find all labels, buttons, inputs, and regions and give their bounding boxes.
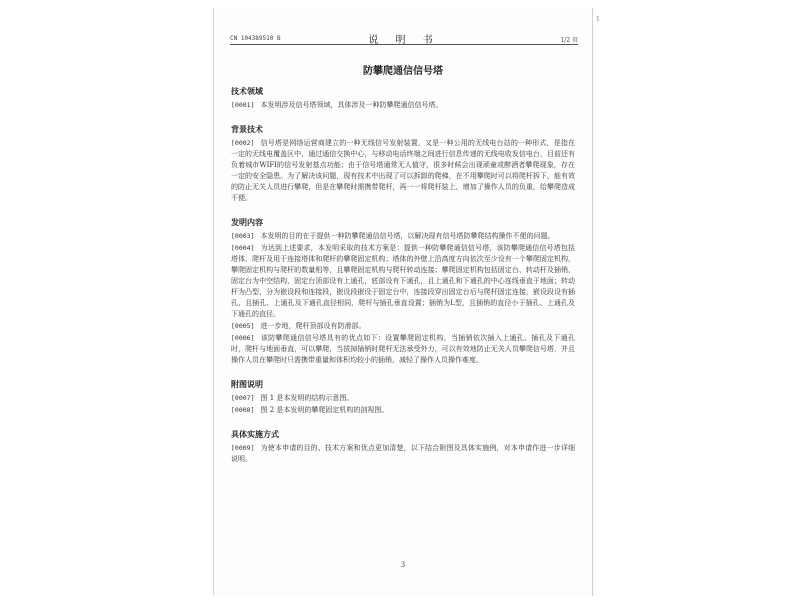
- page-header: [230, 30, 578, 45]
- paragraph-text: 该防攀爬通信信号塔具有的优点如下：设置攀爬固定机构，当插销依次插入上通孔、插孔及下通孔时，爬杆与地面垂直，可以攀爬，当拔掉插销时爬杆无法承受外力，可以有效地防止无关人员攀爬信号塔，并且操作人员在攀爬时只需携带重量和体积均较小的插销，减轻了操作人员操作难度。: [231, 334, 575, 364]
- scan-edge-mark: 1: [596, 16, 600, 23]
- paragraph-number: [0006]: [231, 334, 255, 342]
- paragraph-number: [0003]: [231, 232, 255, 240]
- paragraph-number: [0007]: [231, 394, 255, 402]
- paragraph: [231, 333, 575, 366]
- paragraph-number: [0005]: [231, 322, 255, 330]
- paragraph-number: [0001]: [231, 101, 255, 109]
- paragraph-text: 信号塔是网络运营商建立的一种无线信号发射装置，又是一种公用的无线电台站的一种形式，是指在一定的无线电覆盖区中，通过通信交换中心，与移动电话终端之间进行信息传递的无线电收发信电台，目前还有负着城市WIFI的信号发射基点功能；由于信号塔通常无人值守，很多时候会出现顽童或醉酒者攀爬现象，存在一定的安全隐患。为了解决该问题，现有技术中出现了可以拆卸的爬梯，在不用攀爬时可以将爬杆拆下，能有效的防止无关人员进行攀爬，但是在攀爬时需携带爬杆，再一一将爬杆装上，增加了操作人员的负重，给攀爬造成不便。: [231, 139, 575, 202]
- paragraph-text: 图 2 是本发明的攀爬固定机构的剖视图。: [260, 406, 389, 414]
- paragraph-number: [0004]: [231, 244, 255, 252]
- paragraph-number: [0008]: [231, 406, 255, 414]
- paragraph: [231, 138, 575, 204]
- document-body: [231, 83, 575, 466]
- paragraph: [231, 243, 575, 320]
- doc-type-title: 说 明 书: [368, 35, 440, 46]
- paragraph-text: 本发明涉及信号塔领域，具体涉及一种防攀爬通信信号塔。: [260, 101, 443, 109]
- section-heading-embodiments: 具体实施方式: [231, 429, 279, 439]
- paragraph-text: 为使本申请的目的、技术方案和优点更加清楚，以下结合附图及具体实施例，对本申请作进一步详细说明。: [231, 444, 575, 463]
- section-heading-technical-field: 技术领域: [231, 86, 263, 96]
- paragraph-text: 为达到上述要求，本发明采取的技术方案是：提供一种防攀爬通信信号塔，该防攀爬通信信号塔包括塔体、爬杆及用于连接塔体和爬杆的攀爬固定机构；塔体的外壁上沿高度方向依次至少设有一个攀爬固定机构，攀爬固定机构与爬杆的数量相等，且攀爬固定机构与爬杆转动连接；攀爬固定机构包括固定台、转动杆及插销，固定台为中空结构，固定台顶部设有上通孔，底部设有下通孔，且上通孔和下通孔的中心连线垂直于地面；转动杆为凸型，分为嵌设段和连接段，嵌设段嵌设于固定台中，连接段穿出固定台后与爬杆固定连接，嵌设段设有插孔，且插孔、上通孔及下通孔直径相同，爬杆与插孔垂直设置；插销为L型，且插销的直径小于插孔、上通孔及下通孔的直径。: [231, 244, 575, 318]
- publication-number: CN 104389510 B: [230, 35, 281, 42]
- document-page: [213, 8, 593, 596]
- paragraph: [231, 231, 575, 242]
- paragraph: [231, 321, 575, 332]
- page-of-indicator: 1/2 页: [560, 37, 578, 44]
- paragraph-text: 进一步地，爬杆顶部设有防滑部。: [260, 322, 366, 330]
- paragraph-number: [0002]: [231, 139, 255, 147]
- section-heading-background: 背景技术: [231, 124, 263, 134]
- paragraph-number: [0009]: [231, 444, 255, 452]
- section-heading-drawings: 附图说明: [231, 379, 263, 389]
- paragraph-text: 本发明的目的在于提供一种防攀爬通信信号塔，以解决现有信号塔防攀爬结构操作不便的问题。: [260, 232, 555, 240]
- paragraph-text: 图 1 是本发明的结构示意图。: [260, 394, 354, 402]
- invention-title: 防攀爬通信信号塔: [363, 66, 443, 77]
- paragraph: [231, 443, 575, 465]
- paragraph: [231, 405, 575, 416]
- paragraph: [231, 393, 575, 404]
- section-heading-summary: 发明内容: [231, 217, 263, 227]
- page-number: 3: [400, 561, 406, 569]
- paragraph: [231, 100, 575, 111]
